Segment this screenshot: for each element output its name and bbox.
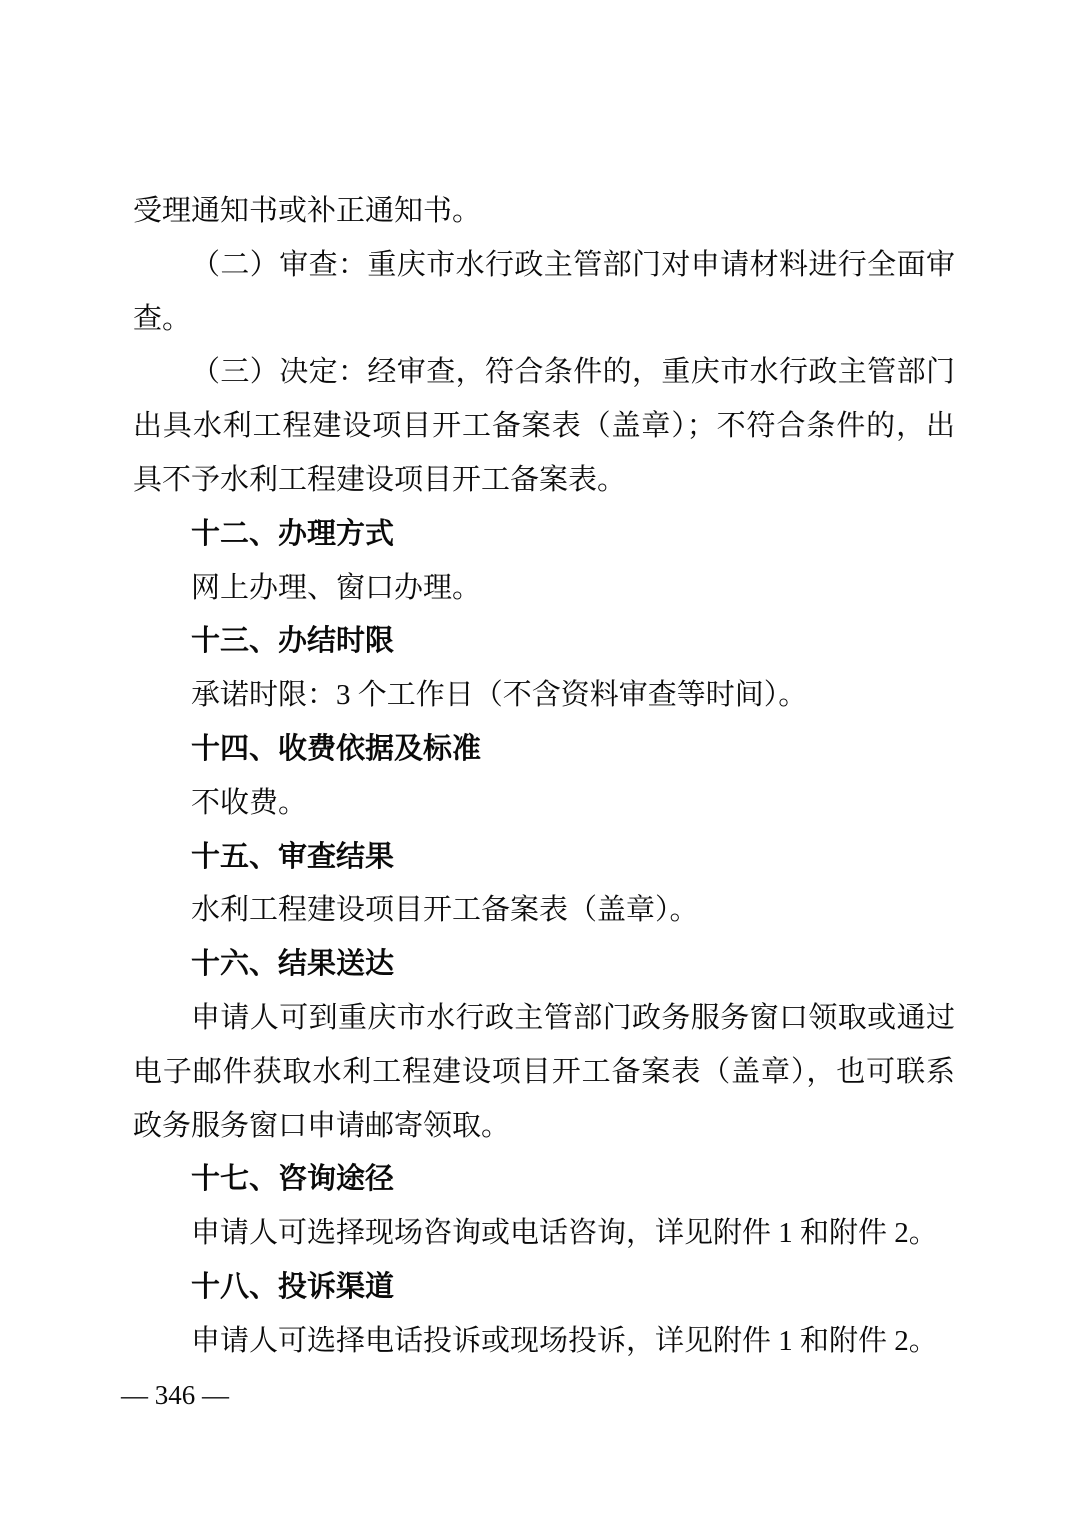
paragraph-continuation: 受理通知书或补正通知书。: [133, 195, 482, 227]
section-heading-12: 十二、办理方式: [191, 517, 395, 550]
paragraph-time-limit: 承诺时限：3 个工作日（不含资料审查等时间）。: [191, 679, 808, 712]
paragraph-step-review: （二）审查：重庆市水行政主管部门对申请材料进行全面审查。: [133, 248, 955, 335]
paragraph-consultation: 申请人可选择现场咨询或电话咨询，详见附件 1 和附件 2。: [191, 1217, 938, 1250]
section-heading-15: 十五、审查结果: [191, 840, 395, 873]
paragraph-delivery: 申请人可到重庆市水行政主管部门政务服务窗口领取或通过电子邮件获取水利工程建设项目开工备案表（盖章），也可联系政务服务窗口申请邮寄领取。: [133, 1001, 955, 1142]
paragraph-step-decision: （三）决定：经审查，符合条件的，重庆市水行政主管部门出具水利工程建设项目开工备案表（盖章）；不符合条件的，出具不予水利工程建设项目开工备案表。: [133, 356, 955, 496]
section-heading-16: 十六、结果送达: [191, 948, 395, 981]
section-heading-13: 十三、办结时限: [191, 625, 395, 658]
document-body: [121, 185, 955, 1422]
paragraph-complaint: 申请人可选择电话投诉或现场投诉，详见附件 1 和附件 2。: [191, 1324, 938, 1357]
section-heading-14: 十四、收费依据及标准: [191, 732, 482, 765]
page-number: — 346 —: [121, 1379, 229, 1410]
paragraph-fee: 不收费。: [191, 786, 308, 819]
paragraph-result: 水利工程建设项目开工备案表（盖章）。: [191, 894, 699, 927]
paragraph-method: 网上办理、窗口办理。: [191, 571, 482, 604]
section-heading-18: 十八、投诉渠道: [191, 1270, 395, 1303]
section-heading-17: 十七、咨询途径: [191, 1163, 395, 1196]
